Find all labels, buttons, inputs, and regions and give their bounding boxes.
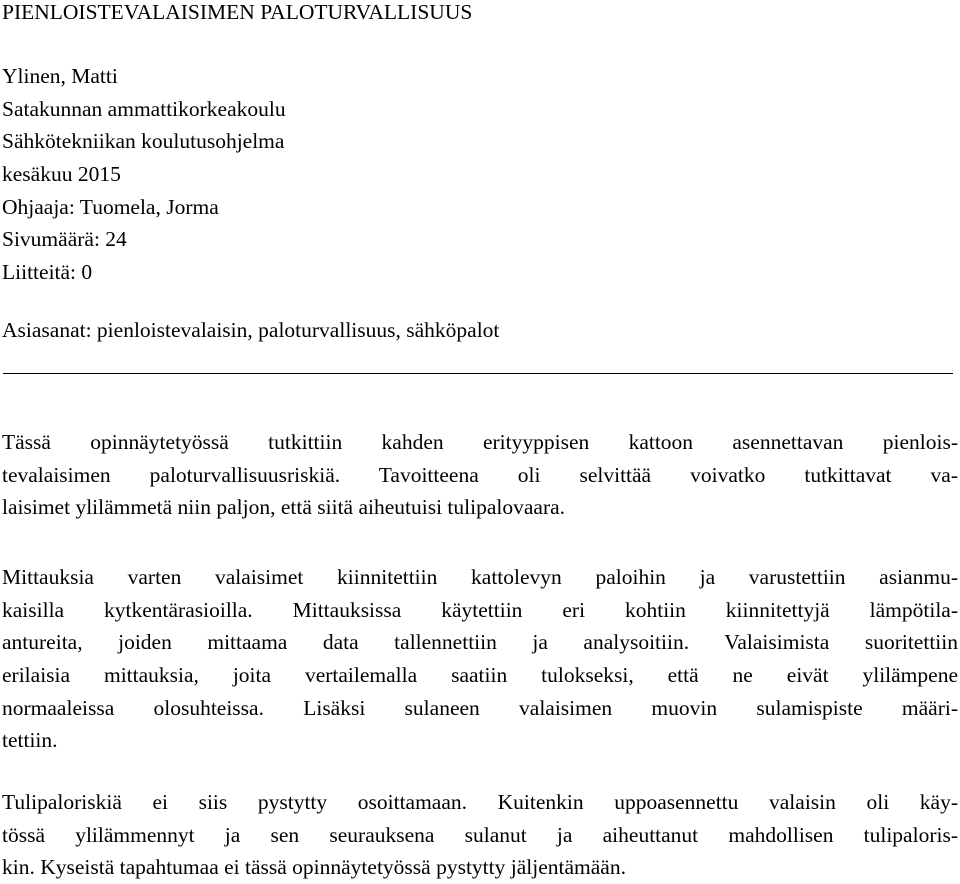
separator-line — [3, 373, 953, 374]
document-title: PIENLOISTEVALAISIMEN PALOTURVALLISUUS — [2, 0, 473, 24]
supervisor: Ohjaaja: Tuomela, Jorma — [2, 194, 219, 219]
text-line: tössä ylilämmennyt ja sen seurauksena sulanut ja aiheuttanut mahdollisen tulipaloris- — [2, 822, 958, 847]
publication-date: kesäkuu 2015 — [2, 162, 121, 187]
text-line: Tulipaloriskiä ei siis pystytty osoittamaan. Kuitenkin uppoasennettu valaisin oli käy- — [2, 790, 958, 814]
keywords: Asiasanat: pienloistevalaisin, paloturvallisuus, sähköpalot — [2, 318, 500, 342]
text-line: tevalaisimen paloturvallisuusriskiä. Tavoitteena oli selvittää voivatko tutkittavat va- — [2, 462, 958, 487]
text-line: erilaisia mittauksia, joita vertailemalla saatiin tulokseksi, että ne eivät ylilämpene — [2, 663, 958, 688]
author-name: Ylinen, Matti — [2, 64, 118, 88]
text-line: laisimet ylilämmetä niin paljon, että siitä aiheutuisi tulipalovaara. — [2, 495, 566, 520]
abstract-paragraph-1 — [2, 426, 958, 524]
text-line: tettiin. — [2, 728, 58, 753]
institution: Satakunnan ammattikorkeakoulu — [2, 96, 286, 121]
page-count: Sivumäärä: 24 — [2, 227, 127, 252]
text-line: Tässä opinnäytetyössä tutkittiin kahden erityyppisen kattoon asennettavan pienlois- — [2, 430, 958, 454]
text-line: antureita, joiden mittaama data tallennettiin ja analysoitiin. Valaisimista suoritettiin — [2, 630, 958, 655]
appendix-count: Liitteitä: 0 — [2, 260, 93, 285]
text-line: Mittauksia varten valaisimet kiinnitettiin kattolevyn paloihin ja varustettiin asianmu- — [2, 565, 958, 589]
abstract-paragraph-2 — [2, 561, 958, 757]
metadata-list — [2, 60, 286, 289]
text-line: kin. Kyseistä tapahtumaa ei tässä opinnäytetyössä pystytty jäljentämään. — [2, 855, 626, 880]
text-line: kaisilla kytkentärasioilla. Mittauksissa käytettiin eri kohtiin kiinnitettyjä lämpötila- — [2, 597, 958, 622]
abstract-paragraph-3 — [2, 786, 958, 884]
text-line: normaaleissa olosuhteissa. Lisäksi sulaneen valaisimen muovin sulamispiste määri- — [2, 695, 958, 720]
degree-programme: Sähkötekniikan koulutusohjelma — [2, 129, 285, 154]
